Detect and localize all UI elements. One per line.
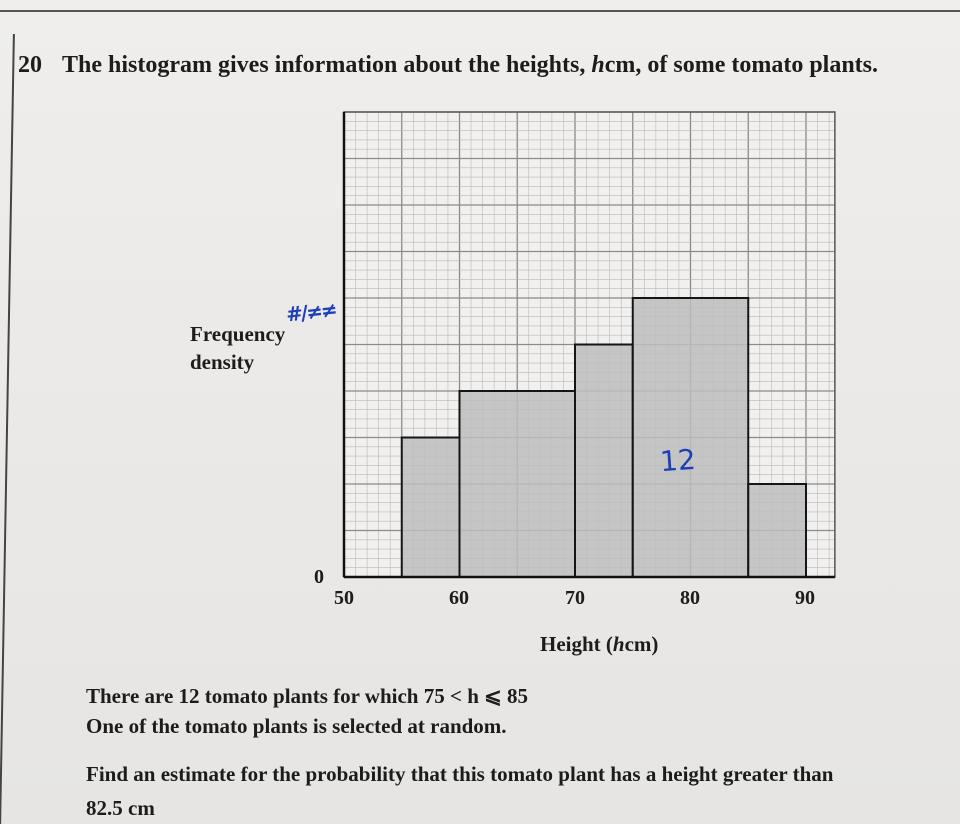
question-stem-part1: The histogram gives information about the heights, bbox=[62, 52, 592, 78]
x-tick-70: 70 bbox=[565, 587, 585, 609]
x-tick-90: 90 bbox=[795, 587, 815, 609]
y-axis-label bbox=[190, 320, 285, 376]
x-axis-title bbox=[540, 632, 658, 657]
histogram-bar-85-90 bbox=[748, 484, 806, 577]
x-axis-title-part2: cm) bbox=[624, 632, 659, 656]
y-zero-label: 0 bbox=[314, 566, 324, 588]
x-tick-80: 80 bbox=[680, 587, 700, 609]
question-number: 20 bbox=[18, 52, 42, 78]
text-line-1: There are 12 tomato plants for which 75 < h ⩽ 85 bbox=[86, 684, 528, 708]
y-axis-label-line2: density bbox=[190, 350, 255, 374]
handwritten-scribble: #/≠≠ bbox=[284, 297, 337, 327]
question-stem-part2: cm, of some tomato plants. bbox=[604, 52, 879, 78]
text-line-2: One of the tomato plants is selected at random. bbox=[86, 714, 507, 738]
x-axis-title-var: h bbox=[612, 632, 625, 656]
x-axis-title-part1: Height ( bbox=[540, 632, 613, 656]
histogram-bar-60-70 bbox=[460, 391, 576, 577]
histogram-bar-75-85 bbox=[633, 298, 749, 577]
histogram-bar-70-75 bbox=[575, 345, 633, 578]
text-line-4: 82.5 cm bbox=[86, 796, 155, 820]
question-variable: h bbox=[591, 52, 605, 78]
x-tick-60: 60 bbox=[449, 587, 469, 609]
x-tick-50: 50 bbox=[334, 587, 354, 609]
histogram-bar-55-60 bbox=[402, 438, 460, 578]
handwritten-12: 12 bbox=[658, 442, 697, 479]
y-axis-label-line1: Frequency bbox=[190, 322, 286, 346]
text-line-3: Find an estimate for the probability that this tomato plant has a height greater than bbox=[86, 762, 834, 786]
